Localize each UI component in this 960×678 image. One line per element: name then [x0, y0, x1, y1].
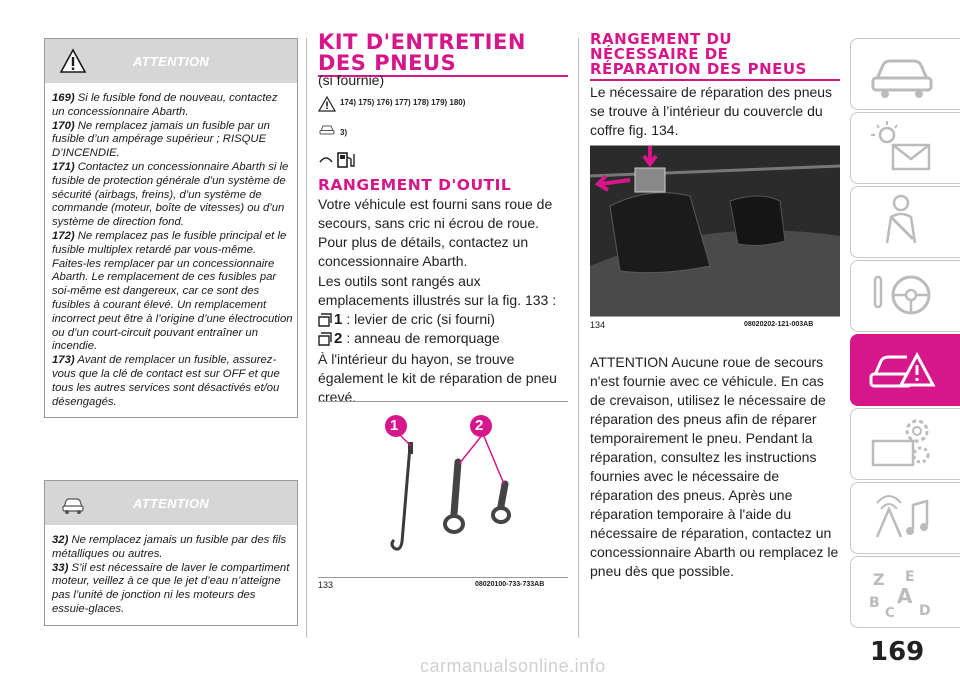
car-damage-icon	[318, 122, 336, 136]
figure-caption: 134	[590, 320, 606, 330]
figure-code: 08020100-733-733AB	[475, 581, 545, 588]
alphabet-index-icon	[867, 563, 937, 619]
figure-133	[318, 401, 568, 578]
tab-warnings[interactable]	[850, 112, 960, 184]
outil-paragraph: À l'intérieur du hayon, se trouve également le kit de réparation de pneu crevé.	[318, 351, 557, 405]
outil-paragraph: Votre véhicule est fourni sans roue de secours, sans cric ni écrou de roue. Pour plus de détails, contactez un concessionnaire Abarth.	[318, 196, 553, 269]
svg-text:Z: Z	[873, 570, 885, 589]
tab-vehicle[interactable]	[850, 38, 960, 110]
column-divider	[578, 38, 579, 638]
callout-label-1: 1	[390, 417, 399, 434]
attention-title: ATTENTION	[132, 54, 210, 69]
tools-illustration	[318, 402, 568, 577]
warning-item: 170) Ne remplacez jamais un fusible par un fusible d’un ampérage supérieur ; RISQUE D’INCENDIE.	[52, 119, 270, 160]
callout-icon	[318, 332, 332, 346]
warning-item: 172) Ne remplacez pas le fusible principal et le fusible multiplex retardé par vous-même. Faites-les remplacer par un concessionnaire Abarth. Le remplacement de ces fusibles par soi-même est dangereux, car ce sont des fusibles à courant élevé. Un remplacement incorrect peut être à l’origine d’une électrocution ou d’un court-circuit pouvant entraîner un incendie.	[52, 229, 293, 353]
attention-box-1	[44, 38, 298, 418]
kit-subtitle: (si fournie)	[318, 72, 385, 88]
attention-title: ATTENTION	[132, 496, 210, 511]
caution-refs: 3)	[340, 128, 348, 137]
car-icon	[867, 45, 937, 101]
attention-body	[45, 83, 297, 417]
warning-item: 32) Ne remplacez jamais un fusible par des fils métalliques ou autres.	[52, 534, 287, 560]
svg-text:B: B	[869, 595, 880, 611]
warning-refs: 174) 175) 176) 177) 178) 179) 180)	[340, 98, 466, 107]
svg-text:A: A	[897, 584, 913, 608]
svg-text:E: E	[905, 569, 915, 585]
attention-body	[45, 525, 297, 625]
reparation-paragraph: ATTENTION Aucune roue de secours n'est fournie avec ce véhicule. En cas de crevaison, utilisez le nécessaire de réparation des pneus afin de réparer temporairement le pneu. Pendant la réparation, consultez les instructions fournies avec le nécessaire de réparation des pneus. Après une réparation temporaire à l'aide du nécessaire de réparation, contactez un concessionnaire Abarth ou remplacez le pneu dès que possible.	[590, 354, 839, 579]
tab-emergency[interactable]	[850, 334, 960, 406]
tab-safety[interactable]	[850, 186, 960, 258]
attention-box-2	[44, 480, 298, 626]
warning-item: 173) Avant de remplacer un fusible, assurez-vous que la clé de contact est sur OFF et que tous les autres services sont désactivés et/ou désengagés.	[52, 354, 280, 408]
svg-text:D: D	[919, 603, 931, 619]
car-warning-triangle-icon	[867, 341, 937, 397]
reparation-paragraph: Le nécessaire de réparation des pneus se trouve à l’intérieur du couvercle du coffre fig. 134.	[590, 84, 833, 138]
callout-label-2: 2	[475, 417, 484, 434]
section-heading-reparation: RANGEMENT DU NÉCESSAIRE DE RÉPARATION DES PNEUS	[590, 30, 807, 78]
figure-caption: 133	[318, 580, 334, 590]
fuel-pump-icon	[318, 150, 364, 170]
warning-item: 171) Contactez un concessionnaire Abarth si le fusible de protection générale d’un système de sécurité (airbags, freins), d’un système de commande (moteur, boîte de vitesses) ou d’un système de direction fond.	[52, 160, 289, 229]
svg-text:C: C	[885, 606, 895, 619]
list-item: 1 : levier de cric (si fourni)	[318, 310, 495, 329]
tab-driving[interactable]	[850, 260, 960, 332]
list-item: 2 : anneau de remorquage	[318, 329, 500, 348]
column-divider	[306, 38, 307, 638]
tab-multimedia[interactable]	[850, 482, 960, 554]
seatbelt-person-icon	[867, 193, 937, 249]
trunk-photo-illustration	[590, 146, 840, 316]
warning-item: 169) Si le fusible fond de nouveau, contactez un concessionnaire Abarth.	[52, 92, 278, 118]
warning-triangle-icon	[318, 96, 336, 112]
section-heading-outil: RANGEMENT D'OUTIL	[318, 176, 512, 194]
attention-header	[45, 39, 297, 83]
watermark: carmanualsonline.info	[420, 656, 606, 676]
section-heading-kit: KIT D'ENTRETIEN DES PNEUS	[318, 30, 526, 75]
page-number: 169	[870, 637, 925, 667]
lights-message-icon	[867, 119, 937, 175]
figure-134	[590, 145, 840, 317]
outil-paragraph: Les outils sont rangés aux emplacements illustrés sur la fig. 133 :	[318, 273, 557, 308]
steering-wheel-icon	[867, 267, 937, 323]
warning-item: 33) S’il est nécessaire de laver le compartiment moteur, veillez à ce que le jet d’eau n’atteigne pas l’unité de jonction ni les moteurs des essuie-glaces.	[52, 561, 290, 615]
gears-icon	[867, 415, 937, 471]
tab-index[interactable]	[850, 556, 960, 628]
tab-maintenance[interactable]	[850, 408, 960, 480]
attention-header	[45, 481, 297, 525]
callout-icon	[318, 313, 332, 327]
heading-rule	[590, 79, 840, 81]
figure-code: 08020202-121-003AB	[744, 321, 814, 328]
multimedia-icon	[867, 489, 937, 545]
